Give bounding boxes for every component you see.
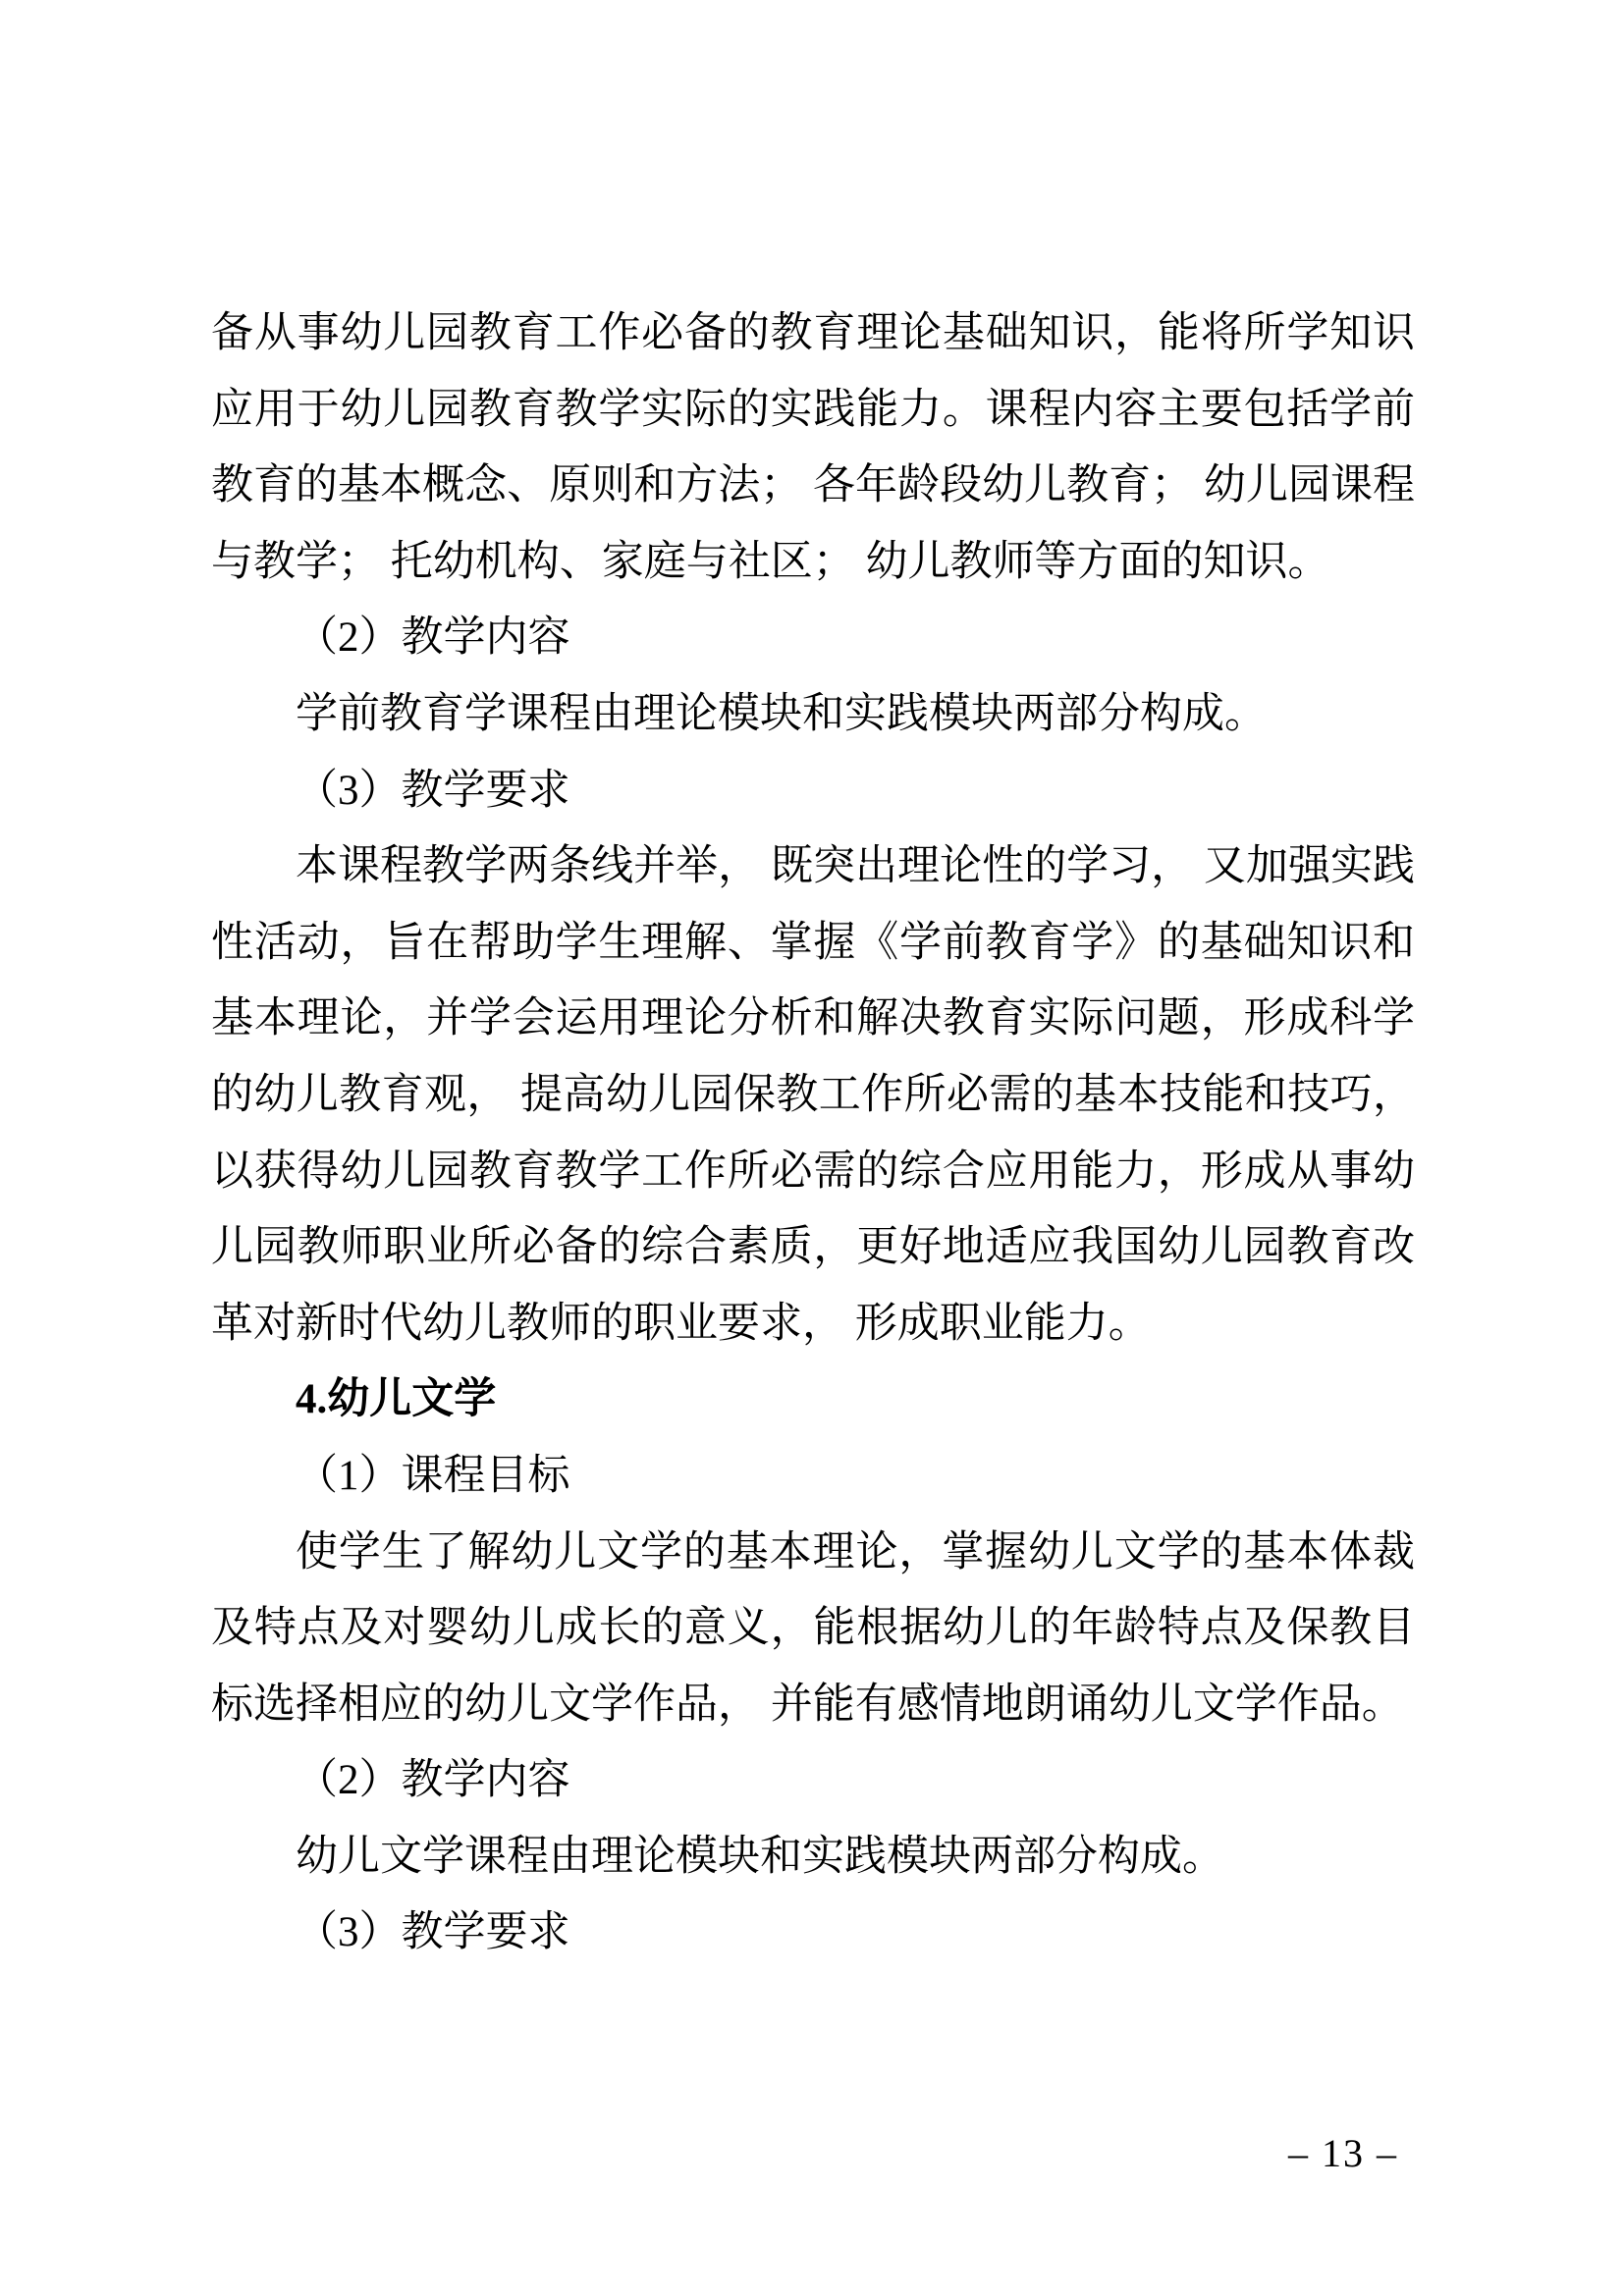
- text-line: 儿园教师职业所必备的综合素质，更好地适应我国幼儿园教育改: [211, 1224, 1415, 1271]
- text-line: 标选择相应的幼儿文学作品， 并能有感情地朗诵幼儿文学作品。: [211, 1681, 1404, 1728]
- text-line: （3）教学要求: [296, 1909, 570, 1956]
- text-line: （2）教学内容: [296, 1757, 570, 1804]
- text-line: 学前教育学课程由理论模块和实践模块两部分构成。: [296, 690, 1267, 737]
- text-line: 的幼儿教育观， 提高幼儿园保教工作所必需的基本技能和技巧，: [211, 1071, 1415, 1118]
- text-line: 本课程教学两条线并举， 既突出理论性的学习， 又加强实践: [296, 843, 1415, 890]
- text-line: （3）教学要求: [296, 767, 570, 814]
- page-number: – 13 –: [1288, 2131, 1398, 2175]
- text-line: 4.幼儿文学: [296, 1376, 497, 1423]
- text-line: （2）教学内容: [296, 614, 570, 662]
- text-line: 基本理论，并学会运用理论分析和解决教育实际问题，形成科学: [211, 995, 1415, 1042]
- text-line: 备从事幼儿园教育工作必备的教育理论基础知识，能将所学知识: [211, 310, 1415, 356]
- text-line: 性活动，旨在帮助学生理解、掌握《学前教育学》的基础知识和: [211, 919, 1415, 966]
- text-line: 革对新时代幼儿教师的职业要求， 形成职业能力。: [211, 1300, 1151, 1347]
- text-line: 与教学； 托幼机构、家庭与社区； 幼儿教师等方面的知识。: [211, 538, 1330, 585]
- text-block: [211, 295, 1415, 1971]
- text-line: 以获得幼儿园教育教学工作所必需的综合应用能力，形成从事幼: [211, 1148, 1415, 1195]
- text-line: 及特点及对婴幼儿成长的意义，能根据幼儿的年龄特点及保教目: [211, 1605, 1415, 1652]
- text-line: 教育的基本概念、原则和方法； 各年龄段幼儿教育； 幼儿园课程: [211, 462, 1415, 509]
- text-line: 使学生了解幼儿文学的基本理论，掌握幼儿文学的基本体裁: [296, 1528, 1415, 1575]
- text-line: （1）课程目标: [296, 1452, 570, 1499]
- text-line: 幼儿文学课程由理论模块和实践模块两部分构成。: [296, 1833, 1224, 1880]
- text-line: 应用于幼儿园教育教学实际的实践能力。课程内容主要包括学前: [211, 386, 1415, 433]
